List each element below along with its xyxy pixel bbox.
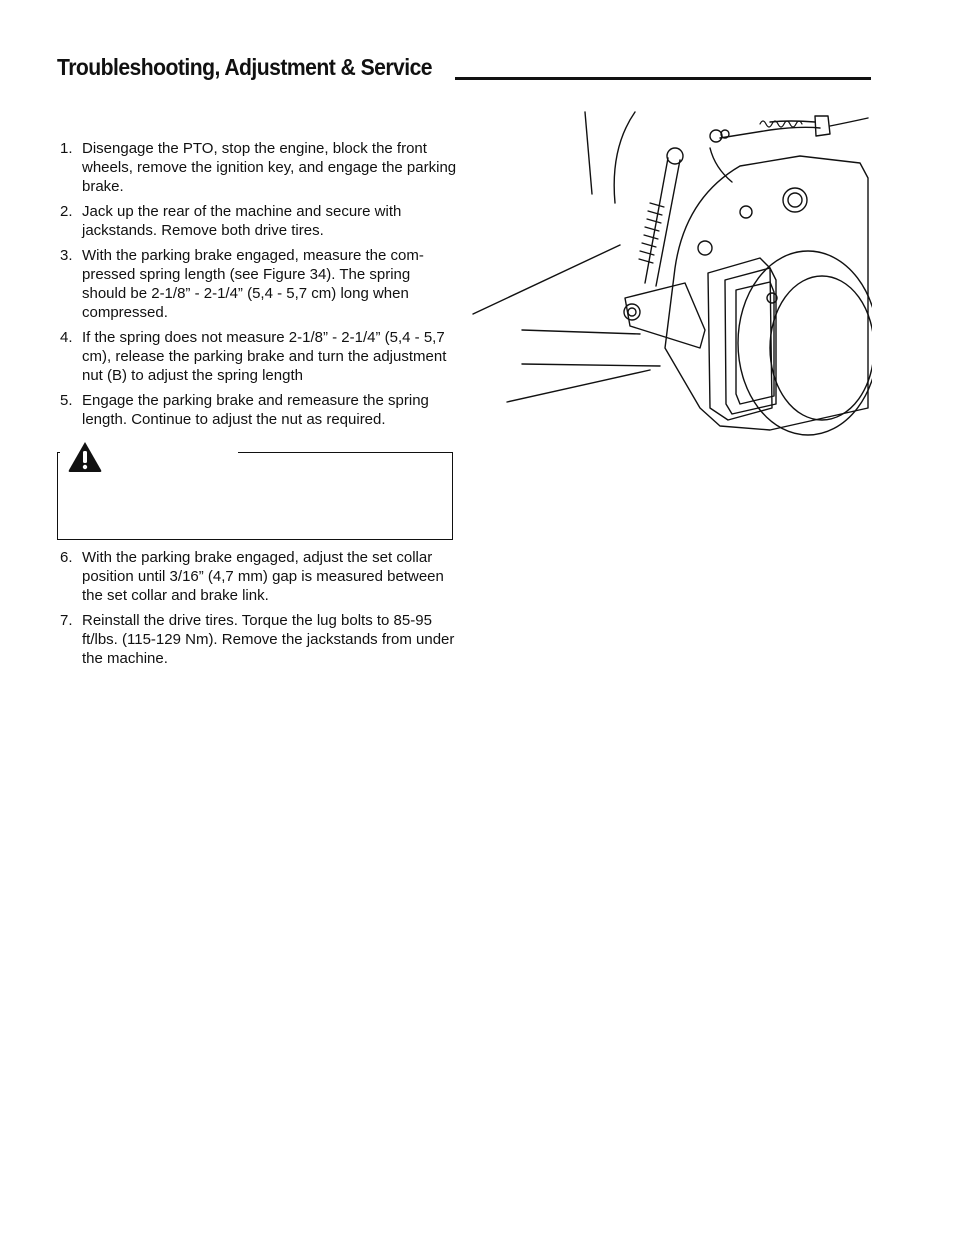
step-text: Jack up the rear of the machine and secure with jackstands. Remove both drive tires.: [82, 203, 402, 239]
list-item: [57, 391, 457, 429]
list-item: [57, 246, 457, 322]
warning-top-rule: [238, 452, 452, 453]
page-header: [57, 52, 871, 82]
steps-list-b: [57, 548, 457, 674]
step-number: 7.: [60, 612, 73, 629]
list-item: [57, 611, 457, 668]
step-text: Reinstall the drive tires. Torque the lug bolts to 85-95 ft/lbs. (115-129 Nm). Remove the jackstands from under the machine.: [82, 612, 455, 667]
step-text: With the parking brake engaged, measure the com-pressed spring length (see Figure 34). The spring should be 2-1/8” - 2-1/4” (5,4 - 5,7 cm) long when compressed.: [82, 247, 424, 321]
warning-box: [57, 452, 453, 540]
step-number: 4.: [60, 329, 73, 346]
step-text: Engage the parking brake and remeasure the spring length. Continue to adjust the nut as required.: [82, 392, 429, 428]
step-number: 6.: [60, 549, 73, 566]
header-rule: [455, 77, 871, 80]
step-text: If the spring does not measure 2-1/8” - 2-1/4” (5,4 - 5,7 cm), release the parking brake and turn the adjustment nut (B) to adjust the spring length: [82, 329, 447, 384]
list-item: [57, 548, 457, 605]
page-title: Troubleshooting, Adjustment & Service: [57, 54, 433, 80]
steps-list-a: [57, 139, 457, 435]
step-text: With the parking brake engaged, adjust the set collar position until 3/16” (4,7 mm) gap is measured between the set collar and brake link.: [82, 549, 444, 604]
step-number: 2.: [60, 203, 73, 220]
list-item: [57, 328, 457, 385]
step-text: Disengage the PTO, stop the engine, block the front wheels, remove the ignition key, and engage the parking brake.: [82, 140, 457, 195]
list-item: [57, 202, 457, 240]
step-number: 3.: [60, 247, 73, 264]
brake-assembly-illustration: [470, 108, 872, 436]
step-number: 5.: [60, 392, 73, 409]
warning-triangle-icon: [66, 440, 104, 474]
list-item: [57, 139, 457, 196]
step-number: 1.: [60, 140, 73, 157]
